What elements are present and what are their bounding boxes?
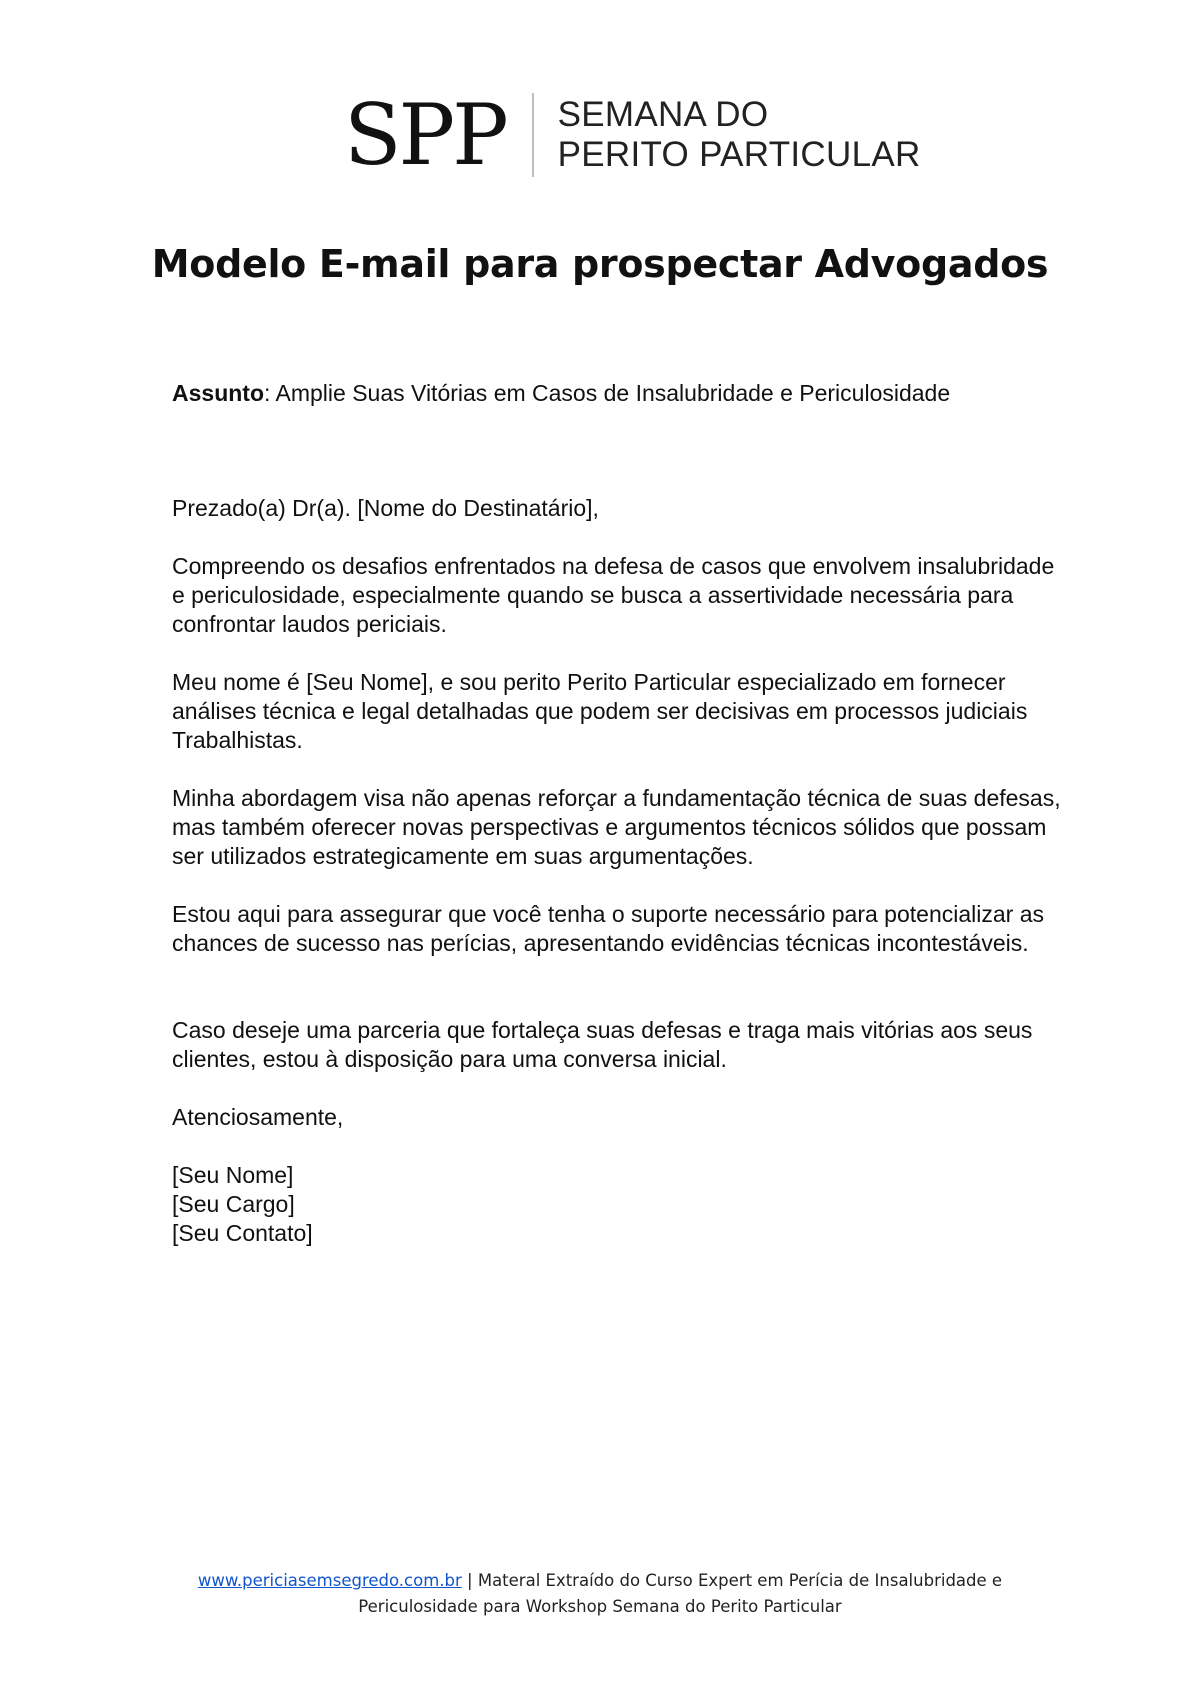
- footer-text-2: Periculosidade para Workshop Semana do Perito Particular: [358, 1597, 842, 1616]
- letter-paragraph-1: [172, 552, 1072, 639]
- page-footer: [0, 1568, 1200, 1620]
- closing-text: Atenciosamente,: [172, 1104, 344, 1130]
- logo-text: [558, 95, 921, 175]
- paragraph-text: Estou aqui para assegurar que você tenha o suporte necessário para potencializar as chances de sucesso nas perícias, apresentando evidências técnicas incontestáveis.: [172, 901, 1044, 956]
- subject-separator: :: [264, 380, 276, 406]
- letter-paragraph-2: [172, 668, 1072, 755]
- footer-line-1: [0, 1568, 1200, 1594]
- letter-closing: [172, 1103, 1072, 1132]
- website-link[interactable]: www.periciasemsegredo.com.br: [197, 1571, 462, 1590]
- signature-role: [Seu Cargo]: [172, 1191, 295, 1217]
- signature-contact: [Seu Contato]: [172, 1220, 313, 1246]
- document-title: Modelo E-mail para prospectar Advogados: [151, 242, 1049, 286]
- subject-label: Assunto: [172, 380, 264, 406]
- paragraph-text: Minha abordagem visa não apenas reforçar a fundamentação técnica de suas defesas, mas também oferecer novas perspectivas e argumentos técnicos sólidos que possam ser utilizados estrategicamente em suas argumentações.: [172, 785, 1061, 869]
- paragraph-text: Meu nome é [Seu Nome], e sou perito Perito Particular especializado em fornecer análises técnica e legal detalhadas que podem ser decisivas em processos judiciais Trabalhistas.: [172, 669, 1028, 753]
- paragraph-text: Caso deseje uma parceria que fortaleça suas defesas e traga mais vitórias aos seus clientes, estou à disposição para uma conversa inicial.: [172, 1017, 1033, 1072]
- signature-name: [Seu Nome]: [172, 1162, 294, 1188]
- letter-signature: [172, 1161, 1072, 1248]
- logo-text-line1: SEMANA DO: [557, 95, 769, 134]
- spp-logo: [344, 86, 921, 184]
- subject-text: Amplie Suas Vitórias em Casos de Insalubridade e Periculosidade: [275, 380, 951, 406]
- letter-paragraph-5: [172, 1016, 1072, 1074]
- logo-mark: SPP: [344, 86, 506, 184]
- letter-paragraph-3: [172, 784, 1072, 871]
- greeting-text: Prezado(a) Dr(a). [Nome do Destinatário],: [172, 495, 599, 521]
- logo-divider: [532, 93, 534, 177]
- logo-text-line2: PERITO PARTICULAR: [557, 135, 921, 174]
- footer-text-1: | Materal Extraído do Curso Expert em Perícia de Insalubridade e: [461, 1571, 1003, 1590]
- letter-paragraph-4: [172, 900, 1072, 958]
- paragraph-text: Compreendo os desafios enfrentados na defesa de casos que envolvem insalubridade e periculosidade, especialmente quando se busca a assertividade necessária para confrontar laudos periciais.: [172, 553, 1055, 637]
- email-subject: [172, 379, 1072, 408]
- letter-greeting: [172, 494, 1072, 523]
